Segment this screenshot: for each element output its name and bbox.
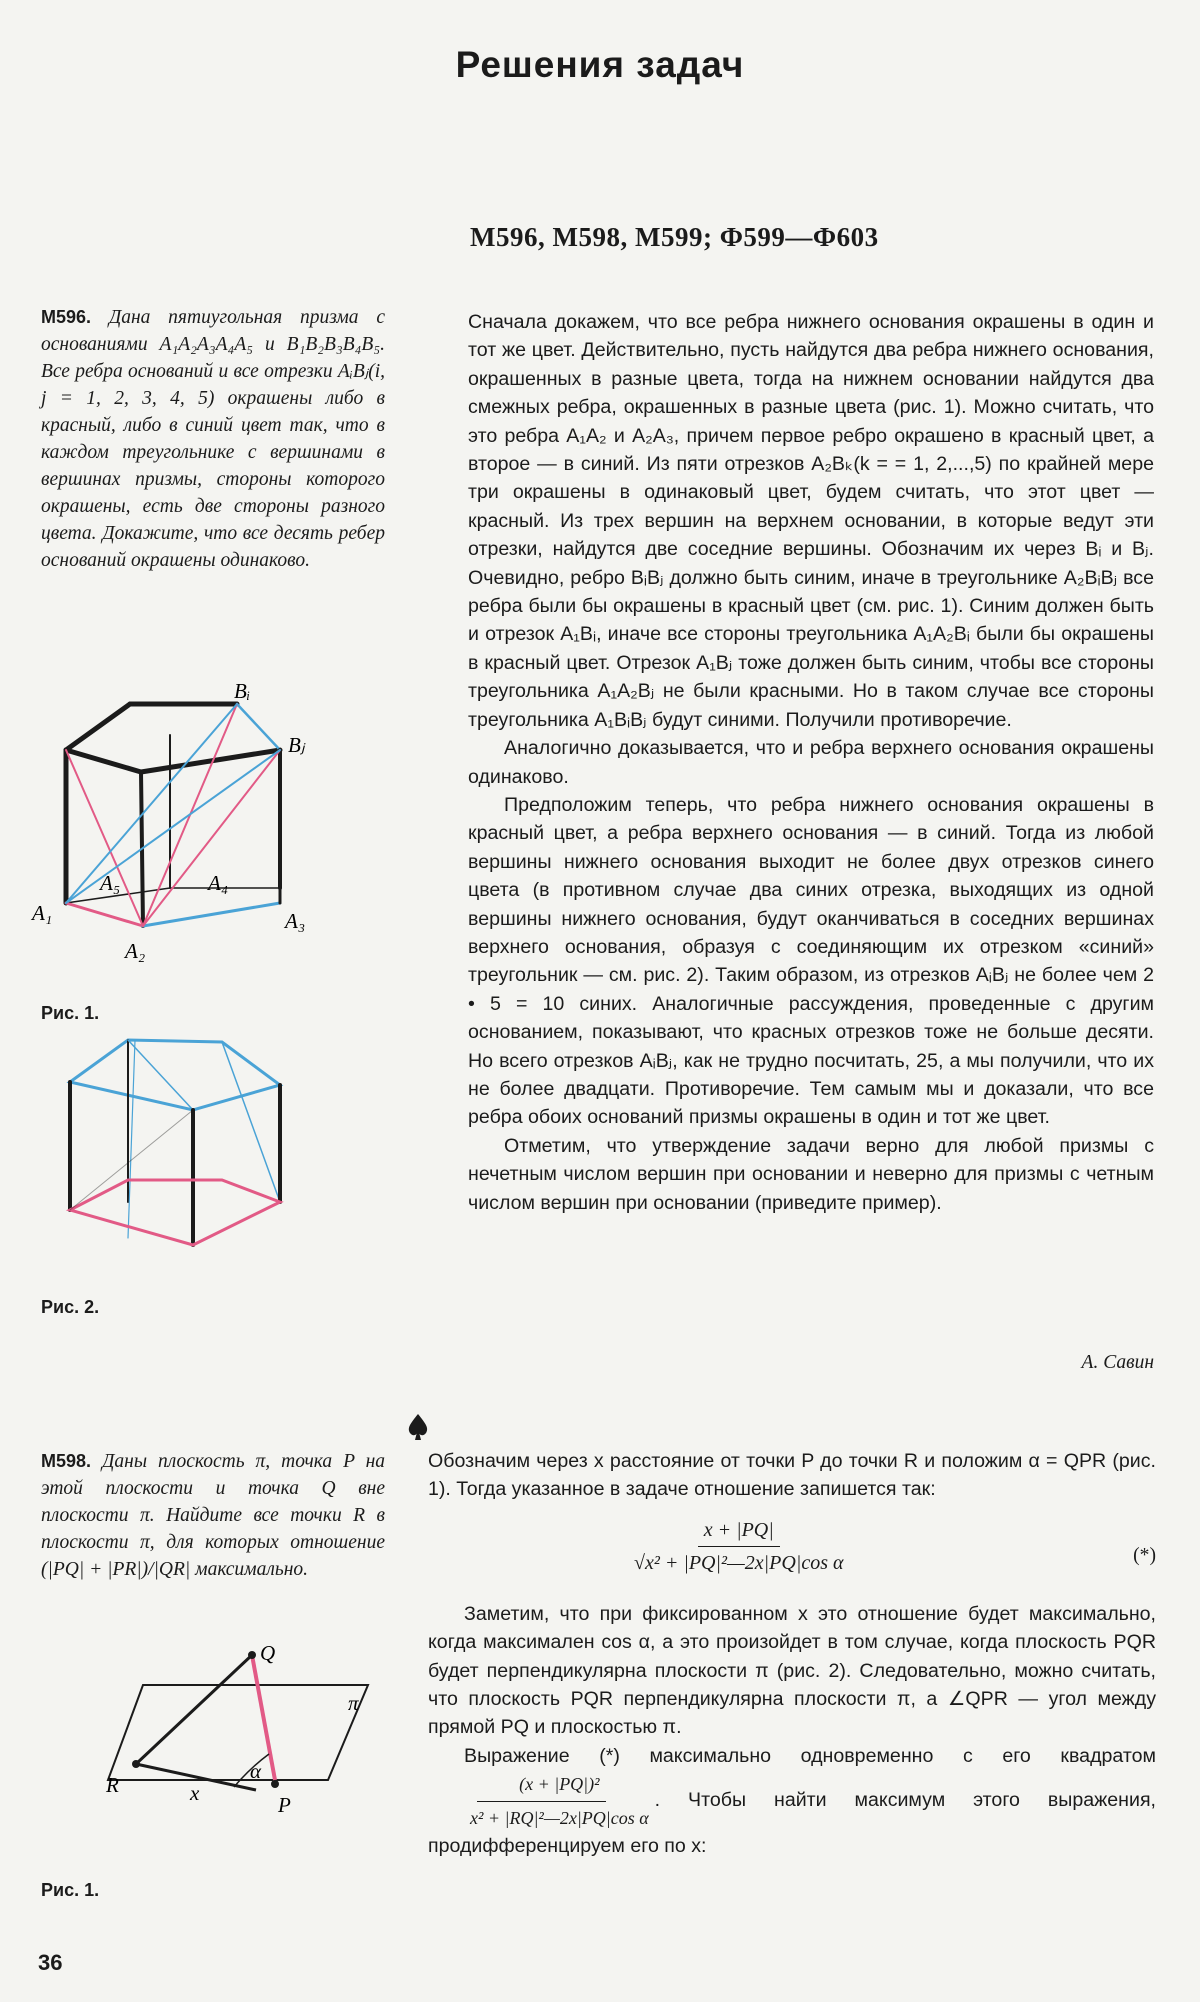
prism-top-edge	[66, 750, 141, 772]
section-heading: М596, М598, М599; Ф599—Ф603	[470, 222, 879, 252]
label-pi: π	[348, 1691, 359, 1715]
label-a4: A₄	[208, 871, 229, 895]
label-bi: Bᵢ	[234, 680, 251, 703]
m598-formula-1	[628, 1516, 849, 1578]
m596-statement	[41, 304, 385, 574]
m596-fig2-caption: Рис. 2.	[41, 1297, 100, 1317]
label-q: Q	[260, 1641, 276, 1665]
label-alpha: α	[250, 1759, 262, 1783]
point-p	[271, 1780, 279, 1788]
label-bj: Bⱼ	[288, 733, 305, 757]
m598-para-3-start: Выражение (*) максимально одновременно с его квадратом	[464, 1744, 1156, 1767]
m598-para-1: Обозначим через x расстояние от точки P до точки R и положим α = QPR (рис. 1). Тогда указанное в задаче отношение запишется так:	[428, 1450, 1156, 1501]
formula-1-numerator: x + |PQ|	[698, 1516, 780, 1547]
top-base-blue	[70, 1040, 280, 1110]
point-r	[132, 1760, 140, 1768]
m596-solution-para-2: Аналогично доказывается, что и ребра верхнего основания окрашены одинаково.	[468, 737, 1154, 788]
m598-fig1-caption: Рис. 1.	[41, 1880, 100, 1900]
edge-a2-a3-blue	[143, 903, 280, 926]
formula-1-tag: (*)	[1133, 1544, 1156, 1566]
m596-fig1-caption: Рис. 1.	[41, 1003, 100, 1023]
segment-rq	[136, 1655, 252, 1764]
m598-id: М598.	[41, 1451, 92, 1471]
label-a3: A₃	[285, 909, 306, 933]
m598-para-2: Заметим, что при фиксированном x это отношение будет максимально, когда максимален cos α, а это произойдет в том случае, когда плоскость PQR будет перпендикулярна плоскости π (рис. 2). Следовательно, можно считать, что плоскость PQR перпендикулярна плоскости π, а ∠QPR — угол между прямой PQ и плоскостью π.	[428, 1602, 1156, 1739]
bottom-base-red	[70, 1180, 280, 1245]
diag-blue	[128, 1040, 193, 1110]
label-r: R	[106, 1773, 119, 1797]
segment-a1-bj-blue	[66, 750, 280, 903]
edge-a1-a2-red	[66, 903, 143, 926]
diag-blue	[222, 1042, 280, 1202]
label-a1: A₁	[32, 901, 53, 925]
m598-para-3	[428, 1742, 1156, 1861]
page-title: Решения задач	[455, 44, 745, 85]
label-x: x	[190, 1781, 200, 1805]
formula-2-denominator: x² + |RQ|²—2x|PQ|cos α	[470, 1807, 649, 1828]
m596-solution-para-4: Отметим, что утверждение задачи верно для любой призмы с нечетным числом вершин при основании и неверно для призмы с четным числом вершин при основании (приведите пример).	[468, 1134, 1154, 1214]
m596-solution	[468, 308, 1154, 1217]
segment-a2-red	[66, 750, 143, 926]
m596-id: М596.	[41, 307, 92, 327]
m598-para-3-end: . Чтобы найти максимум этого выражения, продифференцируем его по x:	[428, 1789, 1156, 1858]
m598-statement-text: Даны плоскость π, точка P на этой плоскости и точка Q вне плоскости π. Найдите все точки R в плоскости π, для которых отношение (|PQ| + |PR|)/|QR| максимально.	[41, 1451, 386, 1580]
m598-formula-2	[428, 1770, 655, 1832]
edge-bi-bj-blue	[237, 704, 280, 750]
m596-figure-1	[30, 680, 360, 970]
segment-a2-bj-red	[143, 750, 280, 926]
formula-2-numerator: (x + |PQ|)²	[477, 1770, 605, 1801]
page-number: 36	[38, 1950, 63, 1975]
point-q	[248, 1651, 256, 1659]
formula-1-denominator: √x² + |PQ|²—2x|PQ|cos α	[634, 1552, 844, 1575]
label-p: P	[278, 1793, 291, 1817]
m596-figure-2	[60, 1030, 320, 1270]
m598-solution	[428, 1447, 1156, 1860]
m596-solution-para-3: Предположим теперь, что ребра нижнего основания окрашены в красный цвет, а ребра верхнего основания — в синий. Тогда из любой вершины нижнего основания выходит не более двух отрезков синего цвета (в противном случае два синих отрезка, выходящих из одной вершины нижнего основания, будут оканчиваться в соседних вершинах верхнего основания, образуя с соединяющим их отрезком «синий» треугольник — см. рис. 2). Таким образом, из отрезков AᵢBⱼ не более чем 2 • 5 = 10 синих. Аналогичные рассуждения, проведенные с другим основанием, показывают, что красных отрезков тоже не больше десяти. Но всего отрезков AᵢBⱼ, как не трудно посчитать, 25, а мы получили, что их не более двадцати. Противоречие. Тем самым мы и доказали, что все ребра обоих оснований призмы окрашены в один и тот же цвет.	[468, 793, 1154, 1129]
label-a5: A₅	[100, 871, 121, 895]
label-a2: A₂	[125, 939, 146, 963]
m596-author: А. Савин	[1081, 1352, 1154, 1373]
prism-top-edge	[66, 704, 130, 750]
m598-statement	[41, 1448, 385, 1583]
m596-solution-para-1: Сначала докажем, что все ребра нижнего основания окрашены в один и тот же цвет. Действительно, пусть найдутся два ребра нижнего основания, окрашенных в разные цвета, тогда на нижнем основании найдутся два смежных ребра, окрашенных в разные цвета (рис. 1). Можно считать, что это ребра A₁A₂ и A₂A₃, причем первое ребро окрашено в красный цвет, а второе — в синий. Из пяти отрезков A₂Bₖ(k = = 1, 2,...,5) по крайней мере три окрашены в одинаковый цвет, будем считать, что этот цвет — красный. Из трех вершин на верхнем основании, в которые ведут эти отрезки, найдутся две соседние вершины. Обозначим их через Bᵢ и Bⱼ. Очевидно, ребро BᵢBⱼ должно быть синим, иначе в треугольнике A₂BᵢBⱼ все ребра были бы окрашены в красный цвет (см. рис. 1). Синим должен быть и отрезок A₁Bᵢ, иначе все стороны треугольника A₁A₂Bᵢ были бы окрашены в красный цвет. Отрезок A₁Bⱼ тоже должен быть синим, чтобы все стороны треугольника A₁A₂Bⱼ не были красными. Но в таком случае все стороны треугольника A₁BᵢBⱼ будут синими. Получили противоречие.	[468, 311, 1154, 731]
m596-statement-text: Дана пятиугольная призма с основаниями A₁A₂A₃A₄A₅ и B₁B₂B₃B₄B₅. Все ребра оснований и все отрезки AᵢBⱼ(i, j = 1, 2, 3, 4, 5) окрашены либо в красный, либо в синий цвет так, что в каждом треугольнике с вершинами в вершинах призмы, стороны которого окрашены, есть две стороны разного цвета. Докажите, что все десять ребер оснований окрашены одинаково.	[41, 307, 385, 571]
m598-figure-1	[38, 1630, 388, 1860]
spade-icon	[406, 1412, 430, 1442]
m598-formula-1-row	[428, 1516, 1156, 1600]
diag-blue	[128, 1040, 135, 1238]
